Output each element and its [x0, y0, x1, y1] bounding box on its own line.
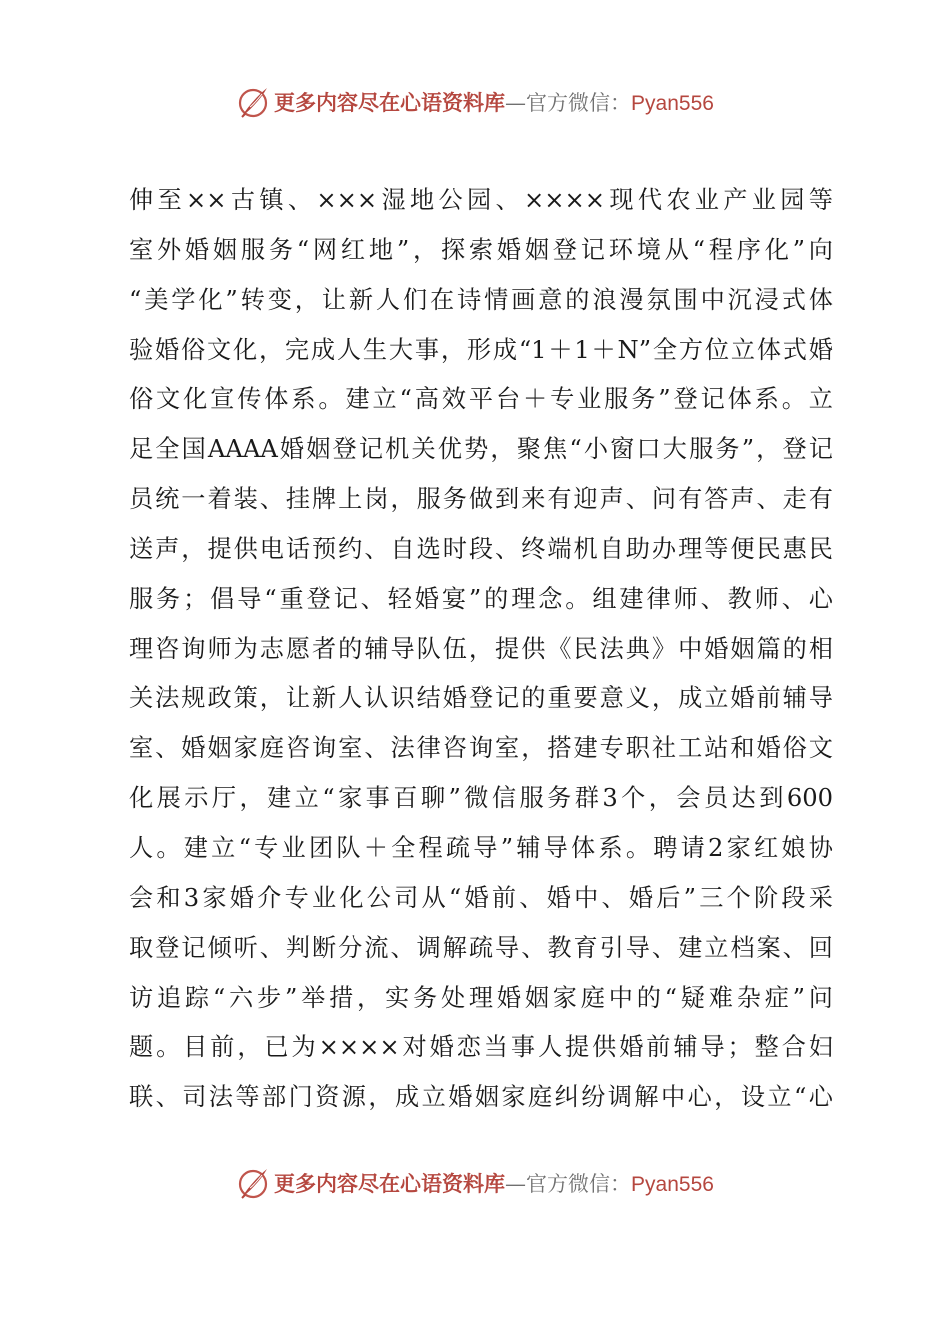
text-line: 室、婚姻家庭咨询室、法律咨询室，搭建专职社工站和婚俗文 [129, 734, 833, 763]
banner-dash: — [505, 91, 527, 115]
text-line: 室外婚姻服务“网红地”，探索婚姻登记环境从“程序化”向 [129, 235, 833, 264]
text-line: 俗文化宣传体系。建立“高效平台＋专业服务”登记体系。立 [129, 385, 833, 414]
banner-promo-text: 更多内容尽在心语资料库 [274, 90, 506, 115]
text-line: 员统一着装、挂牌上岗，服务做到来有迎声、问有答声、走有 [129, 485, 833, 514]
banner-wechat-label: 官方微信： [526, 91, 632, 115]
banner-wechat-id: Pyan556 [631, 1173, 714, 1196]
banner-text [274, 1168, 714, 1198]
text-line: 题。目前，已为××××对婚恋当事人提供婚前辅导；整合妇 [129, 1033, 833, 1062]
text-line: 验婚俗文化，完成人生大事，形成“1＋1＋N”全方位立体式婚 [129, 335, 833, 364]
banner-dash: — [505, 1172, 527, 1196]
document-body [129, 176, 833, 1123]
text-line: 访追踪“六步”举措，实务处理婚姻家庭中的“疑难杂症”问 [129, 983, 833, 1012]
text-line: 足全国AAAA婚姻登记机关优势，聚焦“小窗口大服务”，登记 [129, 435, 833, 464]
text-line: “美学化”转变，让新人们在诗情画意的浪漫氛围中沉浸式体 [129, 285, 833, 314]
text-line: 联、司法等部门资源，成立婚姻家庭纠纷调解中心，设立“心 [129, 1083, 833, 1112]
banner-wechat-id: Pyan556 [631, 92, 714, 115]
footer-banner [0, 1163, 950, 1203]
text-line: 理咨询师为志愿者的辅导队伍，提供《民法典》中婚姻篇的相 [129, 634, 833, 663]
banner-wechat-label: 官方微信： [526, 1172, 632, 1196]
text-line: 会和3家婚介专业化公司从“婚前、婚中、婚后”三个阶段采 [129, 883, 833, 912]
text-line: 伸至××古镇、×××湿地公园、××××现代农业产业园等 [129, 186, 833, 214]
header-banner [0, 82, 950, 122]
quill-pen-logo-icon [236, 1166, 270, 1200]
banner-text [274, 87, 714, 117]
text-line: 送声，提供电话预约、自选时段、终端机自助办理等便民惠民 [129, 534, 833, 563]
text-line: 取登记倾听、判断分流、调解疏导、教育引导、建立档案、回 [129, 933, 833, 962]
text-line: 化展示厅，建立“家事百聊”微信服务群3个，会员达到600 [129, 784, 833, 813]
text-line: 关法规政策，让新人认识结婚登记的重要意义，成立婚前辅导 [129, 684, 833, 713]
text-line: 人。建立“专业团队＋全程疏导”辅导体系。聘请2家红娘协 [129, 833, 833, 862]
text-line: 服务；倡导“重登记、轻婚宴”的理念。组建律师、教师、心 [129, 584, 833, 613]
banner-promo-text: 更多内容尽在心语资料库 [274, 1171, 506, 1196]
quill-pen-logo-icon [236, 85, 270, 119]
